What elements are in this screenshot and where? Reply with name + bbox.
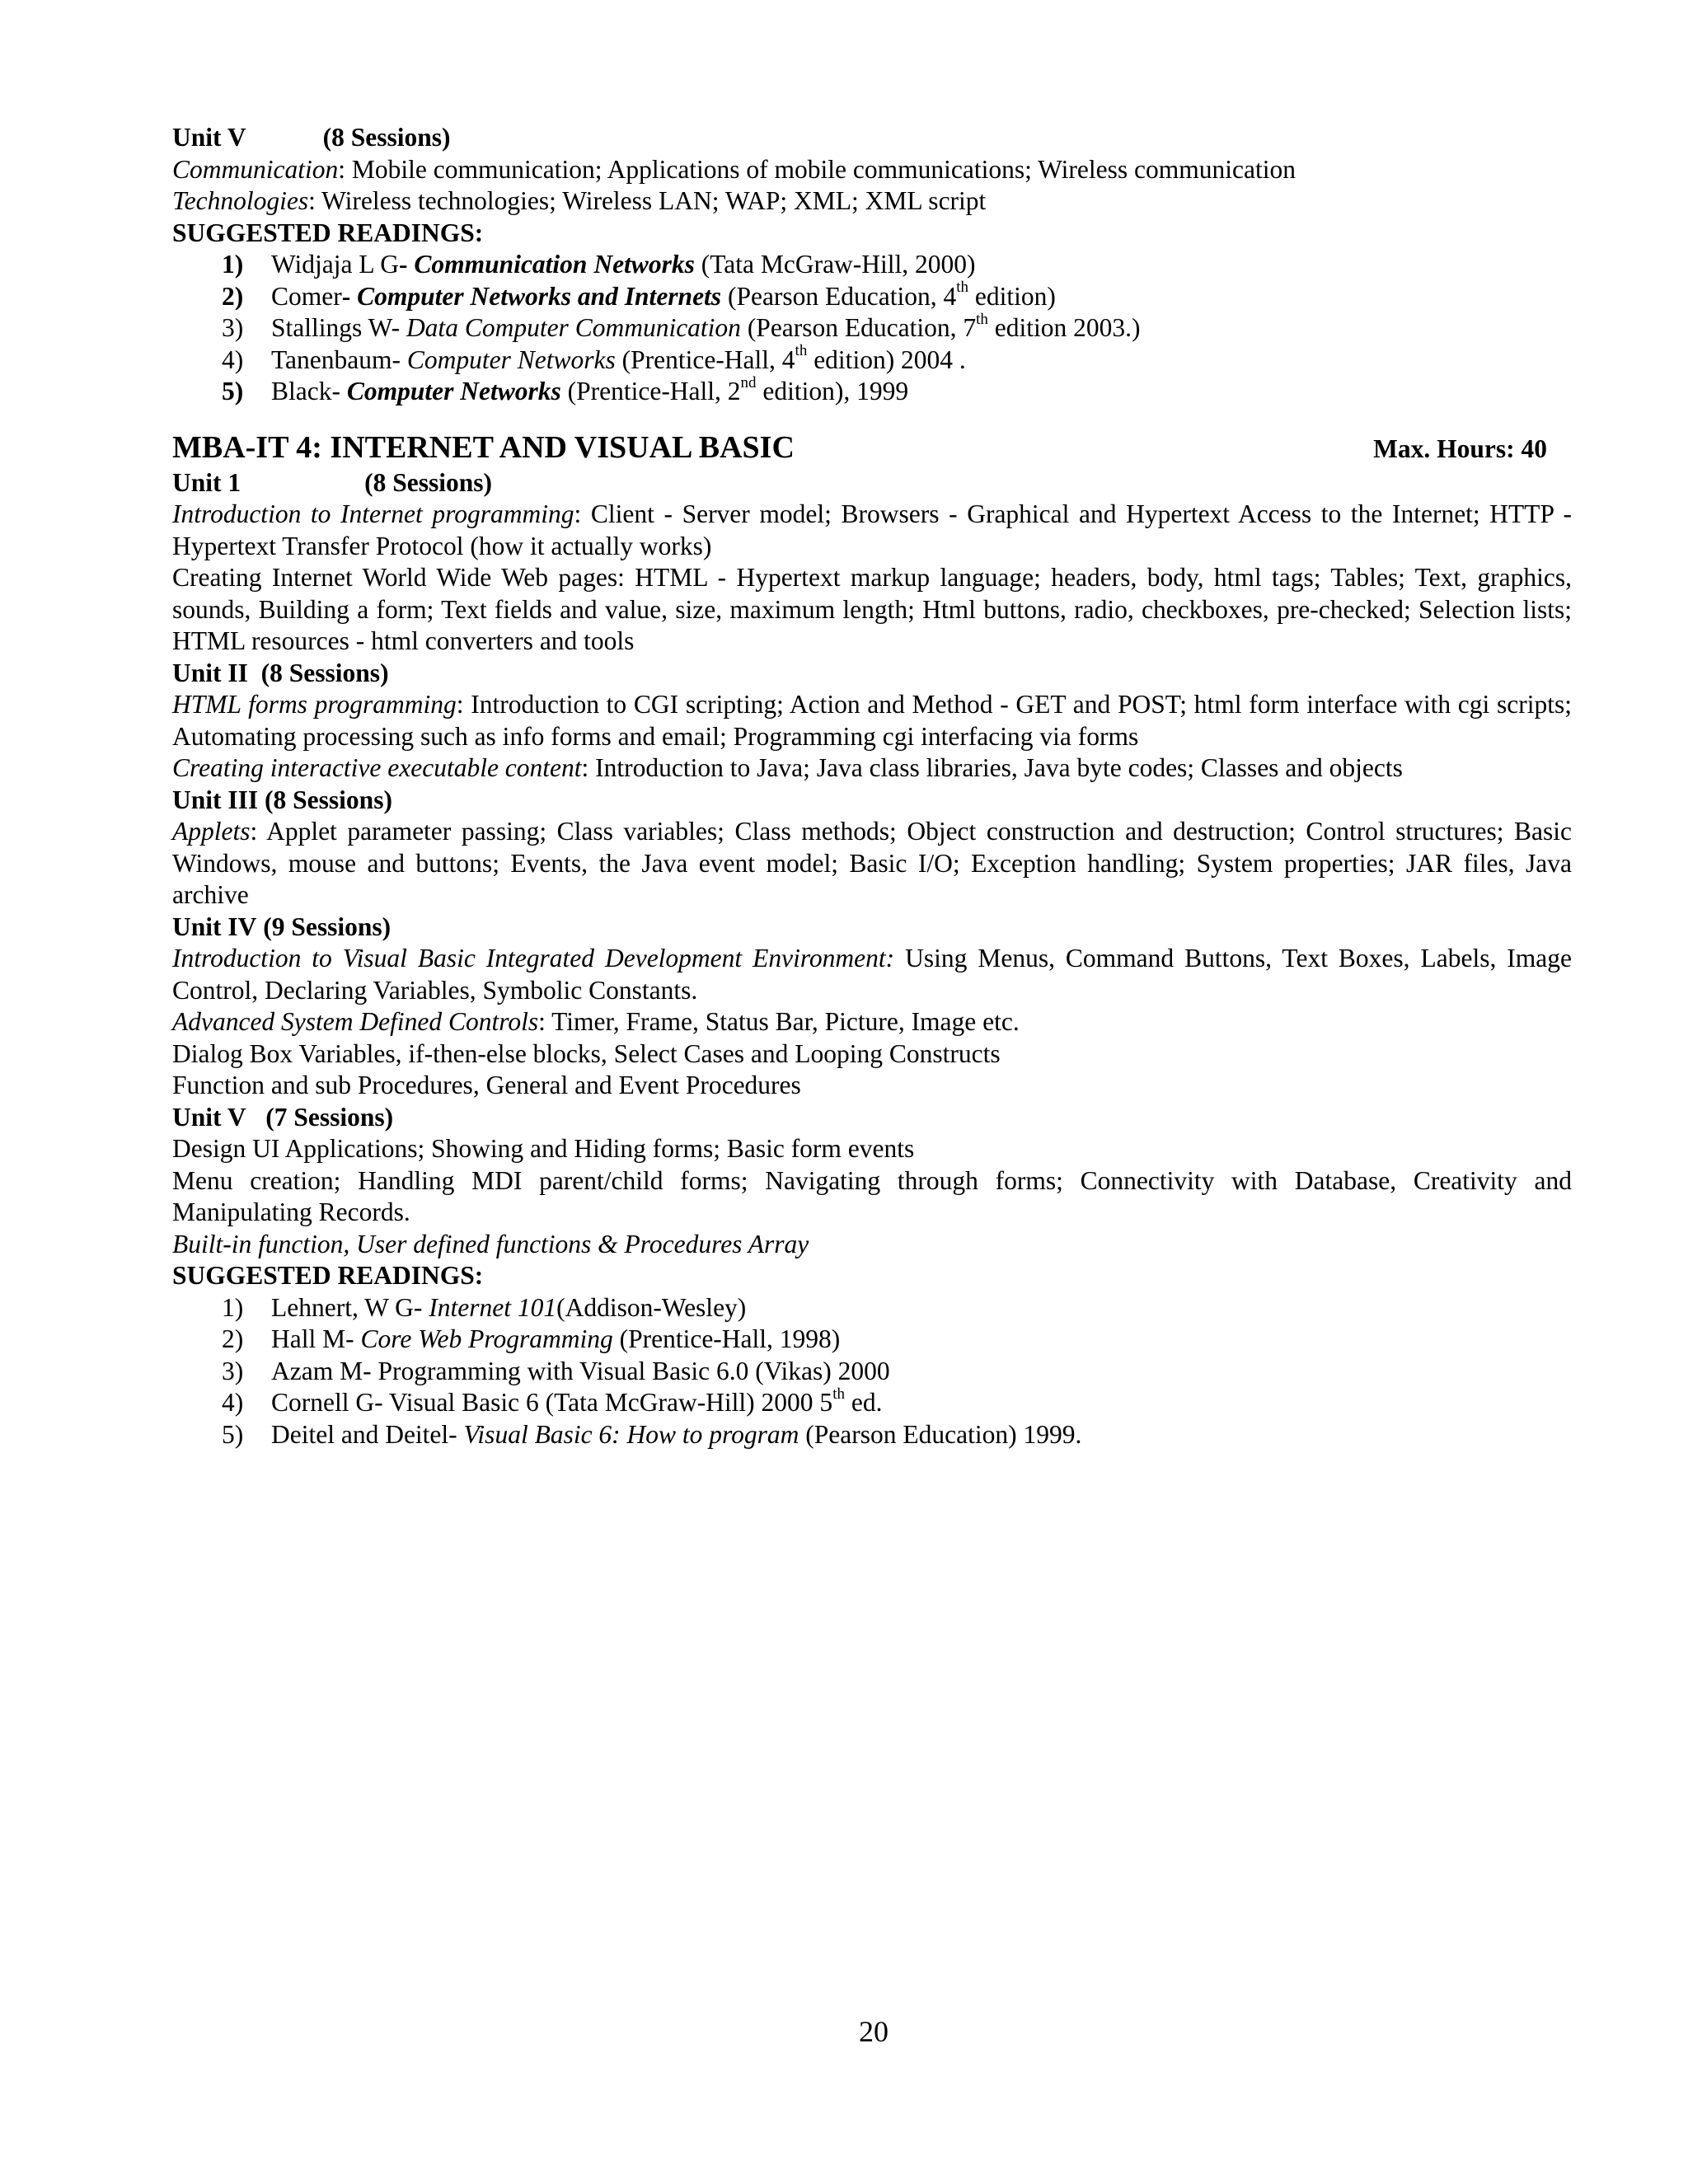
reading-author: Hall M-	[271, 1324, 361, 1353]
reading-author: Stallings W-	[271, 313, 406, 342]
readings-list	[172, 249, 1572, 408]
topic-paragraph	[172, 499, 1572, 562]
reading-item	[222, 1387, 1572, 1419]
topic-label: HTML forms programming	[172, 690, 457, 719]
unit-heading	[172, 658, 1572, 690]
reading-item	[222, 1292, 1572, 1324]
topic-label: Introduction to Visual Basic Integrated Development Environment:	[172, 944, 895, 972]
topic-paragraph: Menu creation; Handling MDI parent/child forms; Navigating through forms; Connectivity with Database, Creativity and Manipulating Records.	[172, 1165, 1572, 1226]
reading-publisher: (Prentice-Hall, 4	[615, 344, 795, 374]
readings-heading: SUGGESTED READINGS:	[172, 1261, 484, 1290]
topic-text: : Applet parameter passing; Class variables; Class methods; Object construction and destruction; Control structures; Basic Windows, mouse and buttons; Events, the Java event model; Basic I/O; Exception handling; System properties; JAR files, Java archive	[172, 817, 1572, 909]
reading-publisher: (Tata McGraw-Hill, 2000)	[694, 250, 976, 279]
topic-text: : Client - Server model; Browsers - Graphical and Hypertext Access to the Internet; HTTP - Hypertext Transfer Protocol (how it actually works)	[172, 499, 1572, 560]
reading-number: 4)	[222, 344, 244, 374]
ordinal-suffix: th	[956, 279, 969, 296]
topic-label: Applets	[172, 817, 251, 846]
topic-paragraph	[172, 689, 1572, 752]
reading-title: Core Web Programming	[360, 1324, 613, 1353]
reading-title: Computer Networks	[406, 344, 616, 374]
unit-label: Unit V	[172, 123, 246, 152]
topic-text: : Wireless technologies; Wireless LAN; WAP; XML; XML script	[308, 186, 987, 215]
reading-item	[222, 373, 1572, 408]
reading-number: 5)	[222, 1419, 244, 1449]
reading-publisher: (Pearson Education, 4	[721, 281, 957, 311]
topic-paragraph	[172, 943, 1572, 1006]
reading-publisher: (Pearson Education, 7	[740, 313, 977, 342]
topic-paragraph	[172, 752, 1572, 785]
reading-title: Internet 101	[429, 1292, 557, 1322]
reading-number: 2)	[222, 281, 244, 311]
reading-item	[222, 312, 1572, 344]
unit-label: Unit IV	[172, 912, 257, 941]
reading-author: Black-	[271, 377, 347, 405]
reading-item	[222, 1356, 1572, 1388]
topic-line: Built-in function, User defined functions & Procedures Array	[172, 1229, 809, 1258]
reading-item	[222, 249, 1572, 281]
max-hours: Max. Hours: 40	[1373, 434, 1547, 463]
reading-number: 3)	[222, 313, 244, 342]
reading-item	[222, 1324, 1572, 1356]
topic-text: : Timer, Frame, Status Bar, Picture, Image etc.	[538, 1007, 1020, 1036]
reading-title: Data Computer Communication	[406, 313, 741, 342]
unit-sessions: (8 Sessions)	[265, 785, 392, 814]
reading-number: 1)	[222, 1292, 244, 1322]
reading-number: 5)	[222, 377, 244, 405]
reading-text: Azam M- Programming with Visual Basic 6.0 (Vikas) 2000	[271, 1356, 890, 1385]
readings-heading: SUGGESTED READINGS:	[172, 218, 484, 247]
reading-publisher: (Prentice-Hall, 1998)	[612, 1324, 841, 1353]
unit-heading	[172, 1102, 1572, 1134]
reading-separator: -	[341, 281, 358, 311]
topic-label: Creating interactive executable content	[172, 753, 582, 782]
topic-line: Dialog Box Variables, if-then-else blocks, Select Cases and Looping Constructs	[172, 1038, 1001, 1068]
unit-heading	[172, 912, 1572, 944]
reading-title: Computer Networks	[346, 377, 561, 405]
readings-list	[172, 1292, 1572, 1451]
course-name: MBA-IT 4: INTERNET AND VISUAL BASIC	[172, 429, 795, 465]
reading-publisher: (Prentice-Hall, 2	[560, 377, 741, 405]
topic-text: : Introduction to CGI scripting; Action and Method - GET and POST; html form interface with cgi scripts; Automating processing such as info forms and email; Programming cgi interfacing via forms	[172, 690, 1572, 751]
reading-publisher: (Addison-Wesley)	[556, 1292, 747, 1322]
topic-text: Using Menus, Command Buttons, Text Boxes, Labels, Image Control, Declaring Variables, Symbolic Constants.	[172, 944, 1572, 1005]
unit-sessions: (7 Sessions)	[265, 1102, 394, 1132]
reading-text: Cornell G- Visual Basic 6 (Tata McGraw-Hill) 2000 5	[271, 1388, 833, 1417]
reading-item	[222, 344, 1572, 377]
unit-sessions: (9 Sessions)	[263, 912, 392, 941]
topic-paragraph: Creating Internet World Wide Web pages: HTML - Hypertext markup language; headers, body, html tags; Tables; Text, graphics, sounds, Building a form; Text fields and value, size, maximum length; Html buttons, radio, checkboxes, pre-checked; Selection lists; HTML resources - html converters and tools	[172, 563, 1572, 655]
ordinal-suffix: nd	[740, 373, 757, 391]
unit-sessions: (8 Sessions)	[322, 123, 451, 152]
unit-label: Unit 1	[172, 467, 241, 497]
reading-title: Computer Networks and Internets	[357, 281, 722, 311]
reading-number: 1)	[222, 250, 244, 279]
topic-line	[172, 154, 1572, 186]
reading-number: 4)	[222, 1388, 244, 1417]
topic-label: Communication	[172, 154, 339, 184]
topic-text: : Introduction to Java; Java class libraries, Java byte codes; Classes and objects	[581, 753, 1403, 782]
reading-item	[222, 281, 1572, 313]
unit-sessions: (8 Sessions)	[260, 658, 389, 687]
topic-label: Technologies	[172, 186, 309, 215]
unit-heading	[172, 785, 1572, 817]
unit-label: Unit II	[172, 658, 248, 687]
reading-publisher-end: edition)	[968, 281, 1056, 311]
reading-author: Widjaja L G	[271, 250, 400, 279]
topic-line	[172, 1006, 1572, 1038]
reading-number: 3)	[222, 1356, 244, 1385]
topic-text: : Mobile communication; Applications of mobile communications; Wireless communication	[338, 154, 1296, 184]
topic-label: Introduction to Internet programming	[172, 499, 574, 528]
unit-label: Unit V	[172, 1102, 246, 1132]
document-page	[172, 122, 1572, 1451]
unit-sessions: (8 Sessions)	[364, 467, 493, 497]
reading-author: Comer	[271, 281, 342, 311]
topic-line	[172, 185, 1572, 218]
unit-heading	[172, 122, 1572, 154]
reading-text-end: ed.	[844, 1388, 883, 1417]
ordinal-suffix: th	[832, 1385, 845, 1403]
ordinal-suffix: th	[976, 310, 988, 328]
unit-label: Unit III	[172, 785, 259, 814]
reading-title: Visual Basic 6: How to program	[463, 1419, 799, 1449]
topic-line: Design UI Applications; Showing and Hiding forms; Basic form events	[172, 1134, 915, 1163]
reading-title: Communication Networks	[414, 250, 695, 279]
ordinal-suffix: th	[795, 342, 808, 359]
page-number: 20	[859, 2015, 889, 2048]
reading-publisher-end: edition), 1999	[756, 377, 909, 405]
reading-author: Lehnert, W G-	[271, 1292, 429, 1322]
reading-publisher-end: edition 2003.)	[987, 313, 1141, 342]
course-title	[172, 429, 1572, 467]
reading-number: 2)	[222, 1324, 244, 1353]
topic-line: Function and sub Procedures, General and Event Procedures	[172, 1071, 801, 1099]
reading-author: Deitel and Deitel-	[271, 1419, 464, 1449]
reading-publisher-end: edition) 2004 .	[807, 344, 966, 374]
reading-author: Tanenbaum-	[271, 344, 407, 374]
reading-separator: -	[399, 250, 415, 279]
topic-label: Advanced System Defined Controls	[172, 1007, 539, 1036]
topic-paragraph	[172, 816, 1572, 912]
reading-publisher: (Pearson Education) 1999.	[799, 1419, 1082, 1449]
unit-heading	[172, 467, 1572, 499]
reading-item	[222, 1419, 1572, 1451]
